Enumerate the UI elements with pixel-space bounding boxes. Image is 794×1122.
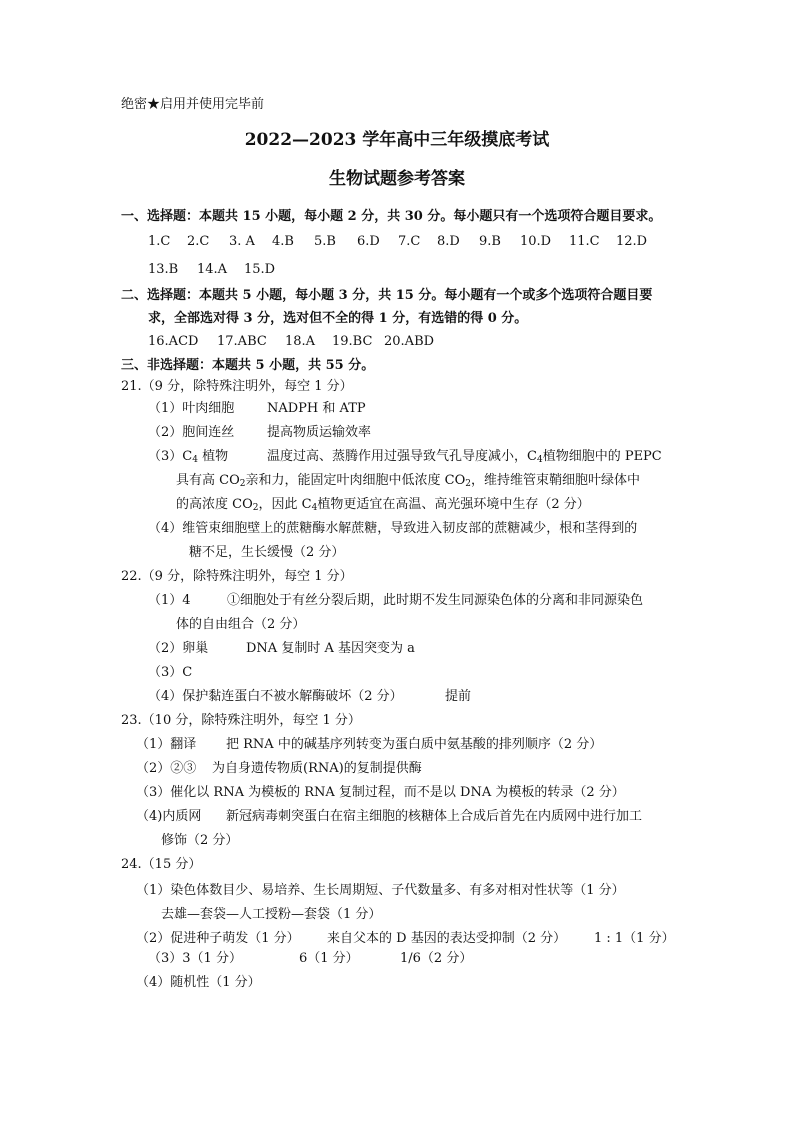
q24-answer-2: （2）促进种子萌发（1 分） bbox=[136, 931, 300, 946]
q21-answer-1b: NADPH 和 ATP bbox=[267, 401, 366, 416]
q22-heading: 22.（9 分，除特殊注明外，每空 1 分） bbox=[121, 569, 353, 584]
choice-answer: 8.D bbox=[437, 234, 460, 249]
choice-answer: 12.D bbox=[616, 234, 648, 249]
choice-answer: 16.ACD bbox=[148, 334, 199, 349]
q22-answer-4b: 提前 bbox=[445, 689, 472, 704]
q24-answer-1b: 去雄—套袋—人工授粉—套袋（1 分） bbox=[161, 907, 382, 922]
q22-answer-4: （4）保护黏连蛋白不被水解酶破坏（2 分） bbox=[148, 689, 403, 704]
choice-answer: 11.C bbox=[569, 234, 600, 249]
choice-answer: 4.B bbox=[272, 234, 294, 249]
q23-answer-4c: 修饰（2 分） bbox=[161, 833, 239, 848]
q23-answer-2: （2）②③ bbox=[136, 761, 197, 776]
choice-answer: 18.A bbox=[285, 334, 316, 349]
q21-answer-2: （2）胞间连丝 bbox=[148, 425, 235, 440]
q24-answer-1: （1）染色体数目少、易培养、生长周期短、子代数量多、有多对相对性状等（1 分） bbox=[136, 883, 625, 898]
choice-answer: 15.D bbox=[244, 262, 276, 277]
q23-answer-4b: 新冠病毒刺突蛋白在宿主细胞的核糖体上合成后首先在内质网中进行加工 bbox=[226, 809, 643, 824]
q21-answer-3-label: $(3)C_4$ 植物 bbox=[148, 449, 229, 465]
confidential-label: 绝密★启用并使用完毕前 bbox=[121, 97, 265, 112]
q22-answer-2: （2）卵巢 bbox=[148, 641, 209, 656]
choice-answer: 1.C bbox=[148, 234, 171, 249]
q21-answer-1: （1）叶肉细胞 bbox=[148, 401, 235, 416]
part3-heading: 三、非选择题：本题共 5 小题，共 55 分。 bbox=[121, 358, 375, 373]
q24-answer-3b: 6（1 分） bbox=[299, 951, 359, 966]
q24-answer-4: （4）随机性（1 分） bbox=[136, 975, 261, 990]
choice-answer: 14.A bbox=[197, 262, 228, 277]
choice-answer: 3. A bbox=[229, 234, 255, 249]
q24-answer-2b: 来自父本的 D 基因的表达受抑制（2 分） bbox=[327, 931, 567, 946]
answer-key-title: 生物试题参考答案 bbox=[329, 169, 465, 189]
q22-answer-2b: DNA 复制时 A 基因突变为 a bbox=[246, 641, 415, 656]
q23-answer-3: （3）催化以 RNA 为模板的 RNA 复制过程，而不是以 DNA 为模板的转录（2 分） bbox=[136, 785, 625, 800]
q24-answer-2c: 1 : 1（1 分） bbox=[594, 931, 675, 946]
choice-answer: 6.D bbox=[357, 234, 380, 249]
part2-heading-line1: 二、选择题：本题共 5 小题，每小题 3 分，共 15 分。每小题有一个或多个选项符合题目要 bbox=[121, 288, 653, 303]
q24-heading: 24.（15 分） bbox=[121, 857, 202, 872]
q21-answer-3-line3: 的高浓度 $CO_2$，因此 $C_4$植物更适宜在高温、高光强环境中生存（2 分） bbox=[176, 497, 590, 513]
choice-answer: 19.BC bbox=[332, 334, 373, 349]
q22-answer-3: （3）C bbox=[148, 665, 193, 680]
choice-answer: 7.C bbox=[398, 234, 421, 249]
q22-answer-1b: ①细胞处于有丝分裂后期，此时期不发生同源染色体的分离和非同源染色 bbox=[227, 593, 644, 608]
q21-answer-3-line1: 温度过高、蒸腾作用过强导致气孔导度减小，$C_4$植物细胞中的 PEPC bbox=[267, 449, 662, 465]
choice-answer: 2.C bbox=[187, 234, 210, 249]
q21-answer-2b: 提高物质运输效率 bbox=[267, 425, 372, 440]
q24-answer-3c: 1/6（2 分） bbox=[400, 951, 473, 966]
choice-answer: 5.B bbox=[314, 234, 336, 249]
q23-answer-1: （1）翻译 bbox=[136, 737, 197, 752]
q22-answer-1c: 体的自由组合（2 分） bbox=[176, 617, 306, 632]
q24-answer-3: （3）3（1 分） bbox=[148, 951, 242, 966]
part2-heading-line2: 求，全部选对得 3 分，选对但不全的得 1 分，有选错的得 0 分。 bbox=[148, 311, 528, 326]
q23-heading: 23.（10 分，除特殊注明外，每空 1 分） bbox=[121, 713, 361, 728]
choice-answer: 10.D bbox=[520, 234, 552, 249]
q21-answer-3-line2: 具有高 $CO_2$亲和力，能固定叶肉细胞中低浓度 $CO_2$，维持维管束鞘细胞叶绿体中 bbox=[176, 473, 640, 489]
choice-answer: 17.ABC bbox=[217, 334, 267, 349]
q22-answer-1: （1）4 bbox=[148, 593, 191, 608]
q23-answer-2b: 为自身遗传物质(RNA)的复制提供酶 bbox=[212, 761, 422, 776]
q21-answer-4-line1: （4）维管束细胞壁上的蔗糖酶水解蔗糖，导致进入韧皮部的蔗糖减少，根和茎得到的 bbox=[148, 521, 638, 536]
q21-answer-4-line2: 糖不足，生长缓慢（2 分） bbox=[189, 545, 345, 560]
exam-title: 2022—2023 学年高中三年级摸底考试 bbox=[244, 130, 550, 150]
choice-answer: 13.B bbox=[148, 262, 179, 277]
part1-heading: 一、选择题：本题共 15 小题，每小题 2 分，共 30 分。每小题只有一个选项符合题目要求。 bbox=[121, 209, 662, 224]
q21-heading: 21.（9 分，除特殊注明外，每空 1 分） bbox=[121, 379, 353, 394]
q23-answer-4: （4)内质网 bbox=[136, 809, 202, 824]
choice-answer: 20.ABD bbox=[384, 334, 435, 349]
choice-answer: 9.B bbox=[479, 234, 501, 249]
q23-answer-1b: 把 RNA 中的碱基序列转变为蛋白质中氨基酸的排列顺序（2 分） bbox=[226, 737, 603, 752]
